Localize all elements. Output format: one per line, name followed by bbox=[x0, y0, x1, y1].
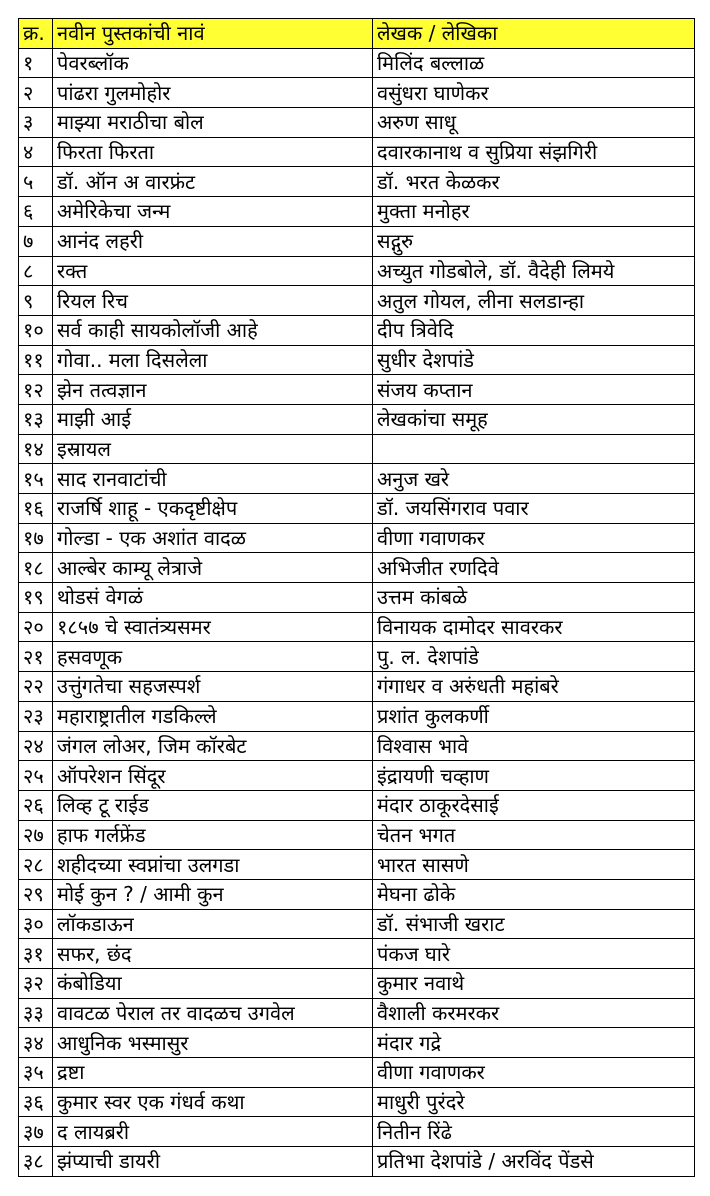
header-author: लेखक / लेखिका bbox=[373, 19, 695, 49]
book-title-cell: कुमार स्वर एक गंधर्व कथा bbox=[53, 1087, 373, 1117]
author-cell: वैशाली करमरकर bbox=[373, 998, 695, 1028]
serial-number-cell: ८ bbox=[19, 256, 53, 286]
book-title-cell: जंगल लोअर, जिम कॉरबेट bbox=[53, 731, 373, 761]
book-title-cell: झेन तत्वज्ञान bbox=[53, 375, 373, 405]
book-title-cell: महाराष्ट्रातील गडकिल्ले bbox=[53, 701, 373, 731]
serial-number-cell: ३७ bbox=[19, 1117, 53, 1147]
table-body bbox=[19, 48, 695, 1176]
table-row bbox=[19, 850, 695, 880]
table-row bbox=[19, 731, 695, 761]
table-row bbox=[19, 523, 695, 553]
author-cell: अभिजीत रणदिवे bbox=[373, 553, 695, 583]
author-cell: विनायक दामोदर सावरकर bbox=[373, 612, 695, 642]
book-title-cell: मोई कुन ? / आमी कुन bbox=[53, 879, 373, 909]
table-row bbox=[19, 583, 695, 613]
serial-number-cell: २६ bbox=[19, 790, 53, 820]
author-cell: डॉ. जयसिंगराव पवार bbox=[373, 494, 695, 524]
table-row bbox=[19, 78, 695, 108]
author-cell: डॉ. भरत केळकर bbox=[373, 167, 695, 197]
serial-number-cell: २ bbox=[19, 78, 53, 108]
table-row bbox=[19, 969, 695, 999]
author-cell: अतुल गोयल, लीना सलडान्हा bbox=[373, 286, 695, 316]
serial-number-cell: २१ bbox=[19, 642, 53, 672]
serial-number-cell: २० bbox=[19, 612, 53, 642]
book-title-cell: गोवा.. मला दिसलेला bbox=[53, 345, 373, 375]
author-cell: सद्गुरु bbox=[373, 226, 695, 256]
serial-number-cell: २५ bbox=[19, 761, 53, 791]
book-title-cell: सर्व काही सायकोलॉजी आहे bbox=[53, 315, 373, 345]
serial-number-cell: ३६ bbox=[19, 1087, 53, 1117]
book-title-cell: पेवरब्लॉक bbox=[53, 48, 373, 78]
serial-number-cell: १२ bbox=[19, 375, 53, 405]
author-cell: अरुण साधू bbox=[373, 108, 695, 138]
author-cell: मंदार गद्रे bbox=[373, 1028, 695, 1058]
header-row bbox=[19, 19, 695, 49]
serial-number-cell: १८ bbox=[19, 553, 53, 583]
author-cell: वसुंधरा घाणेकर bbox=[373, 78, 695, 108]
book-title-cell: गोल्डा - एक अशांत वादळ bbox=[53, 523, 373, 553]
book-title-cell: लॉकडाऊन bbox=[53, 909, 373, 939]
book-title-cell: १८५७ चे स्वातंत्र्यसमर bbox=[53, 612, 373, 642]
table-row bbox=[19, 553, 695, 583]
table-row bbox=[19, 1028, 695, 1058]
author-cell: पु. ल. देशपांडे bbox=[373, 642, 695, 672]
serial-number-cell: २४ bbox=[19, 731, 53, 761]
table-row bbox=[19, 226, 695, 256]
book-list-table bbox=[18, 18, 695, 1177]
table-row bbox=[19, 1058, 695, 1088]
book-title-cell: कंबोडिया bbox=[53, 969, 373, 999]
author-cell: अनुज खरे bbox=[373, 464, 695, 494]
serial-number-cell: ५ bbox=[19, 167, 53, 197]
table-row bbox=[19, 1117, 695, 1147]
book-title-cell: रियल रिच bbox=[53, 286, 373, 316]
book-title-cell: माझ्या मराठीचा बोल bbox=[53, 108, 373, 138]
author-cell: लेखकांचा समूह bbox=[373, 404, 695, 434]
serial-number-cell: १६ bbox=[19, 494, 53, 524]
table-header bbox=[19, 19, 695, 49]
author-cell: दीप त्रिवेदि bbox=[373, 315, 695, 345]
book-title-cell: पांढरा गुलमोहोर bbox=[53, 78, 373, 108]
book-title-cell: हाफ गर्लफ्रेंड bbox=[53, 820, 373, 850]
author-cell: दवारकानाथ व सुप्रिया संझगिरी bbox=[373, 137, 695, 167]
serial-number-cell: २९ bbox=[19, 879, 53, 909]
serial-number-cell: १३ bbox=[19, 404, 53, 434]
book-title-cell: इस्रायल bbox=[53, 434, 373, 464]
author-cell: भारत सासणे bbox=[373, 850, 695, 880]
author-cell: मिलिंद बल्लाळ bbox=[373, 48, 695, 78]
table-row bbox=[19, 464, 695, 494]
table-row bbox=[19, 256, 695, 286]
serial-number-cell: ३२ bbox=[19, 969, 53, 999]
book-title-cell: उत्तुंगतेचा सहजस्पर्श bbox=[53, 672, 373, 702]
table-row bbox=[19, 939, 695, 969]
table-row bbox=[19, 108, 695, 138]
book-title-cell: राजर्षि शाहू - एकदृष्टीक्षेप bbox=[53, 494, 373, 524]
author-cell: वीणा गवाणकर bbox=[373, 1058, 695, 1088]
serial-number-cell: ३८ bbox=[19, 1147, 53, 1177]
book-title-cell: फिरता फिरता bbox=[53, 137, 373, 167]
table-row bbox=[19, 672, 695, 702]
author-cell: पंकज घारे bbox=[373, 939, 695, 969]
author-cell: अच्युत गोडबोले, डॉ. वैदेही लिमये bbox=[373, 256, 695, 286]
book-title-cell: डॉ. ऑन अ वारफ्रंट bbox=[53, 167, 373, 197]
author-cell: उत्तम कांबळे bbox=[373, 583, 695, 613]
serial-number-cell: ३१ bbox=[19, 939, 53, 969]
table-row bbox=[19, 879, 695, 909]
book-title-cell: आनंद लहरी bbox=[53, 226, 373, 256]
header-book-title: नवीन पुस्तकांची नावं bbox=[53, 19, 373, 49]
book-title-cell: आल्बेर काम्यू लेत्राजे bbox=[53, 553, 373, 583]
table-row bbox=[19, 197, 695, 227]
serial-number-cell: २३ bbox=[19, 701, 53, 731]
author-cell: नितीन रिंढे bbox=[373, 1117, 695, 1147]
serial-number-cell: ९ bbox=[19, 286, 53, 316]
book-title-cell: आधुनिक भस्मासुर bbox=[53, 1028, 373, 1058]
serial-number-cell: ४ bbox=[19, 137, 53, 167]
table-row bbox=[19, 48, 695, 78]
book-title-cell: झंप्याची डायरी bbox=[53, 1147, 373, 1177]
serial-number-cell: २७ bbox=[19, 820, 53, 850]
table-row bbox=[19, 1147, 695, 1177]
book-title-cell: द लायब्ररी bbox=[53, 1117, 373, 1147]
book-title-cell: अमेरिकेचा जन्म bbox=[53, 197, 373, 227]
author-cell bbox=[373, 434, 695, 464]
serial-number-cell: १४ bbox=[19, 434, 53, 464]
serial-number-cell: ३३ bbox=[19, 998, 53, 1028]
table-row bbox=[19, 494, 695, 524]
author-cell: इंद्रायणी चव्हाण bbox=[373, 761, 695, 791]
author-cell: डॉ. संभाजी खराट bbox=[373, 909, 695, 939]
table-row bbox=[19, 612, 695, 642]
book-title-cell: सफर, छंद bbox=[53, 939, 373, 969]
author-cell: संजय कप्तान bbox=[373, 375, 695, 405]
table-row bbox=[19, 761, 695, 791]
serial-number-cell: १० bbox=[19, 315, 53, 345]
table-row bbox=[19, 375, 695, 405]
serial-number-cell: २२ bbox=[19, 672, 53, 702]
serial-number-cell: ७ bbox=[19, 226, 53, 256]
author-cell: मेघना ढोके bbox=[373, 879, 695, 909]
table-row bbox=[19, 137, 695, 167]
author-cell: प्रतिभा देशपांडे / अरविंद पेंडसे bbox=[373, 1147, 695, 1177]
serial-number-cell: ३४ bbox=[19, 1028, 53, 1058]
serial-number-cell: ११ bbox=[19, 345, 53, 375]
table-row bbox=[19, 1087, 695, 1117]
author-cell: गंगाधर व अरुंधती महांबरे bbox=[373, 672, 695, 702]
book-title-cell: द्रष्टा bbox=[53, 1058, 373, 1088]
book-title-cell: लिव्ह टू राईड bbox=[53, 790, 373, 820]
serial-number-cell: ३५ bbox=[19, 1058, 53, 1088]
serial-number-cell: २८ bbox=[19, 850, 53, 880]
table-row bbox=[19, 315, 695, 345]
table-row bbox=[19, 790, 695, 820]
serial-number-cell: १९ bbox=[19, 583, 53, 613]
book-title-cell: साद रानवाटांची bbox=[53, 464, 373, 494]
book-title-cell: शहीदच्या स्वप्नांचा उलगडा bbox=[53, 850, 373, 880]
table-row bbox=[19, 820, 695, 850]
book-title-cell: माझी आई bbox=[53, 404, 373, 434]
author-cell: प्रशांत कुलकर्णी bbox=[373, 701, 695, 731]
serial-number-cell: १५ bbox=[19, 464, 53, 494]
table-row bbox=[19, 909, 695, 939]
table-row bbox=[19, 286, 695, 316]
book-list-sheet bbox=[18, 18, 694, 1177]
author-cell: मुक्ता मनोहर bbox=[373, 197, 695, 227]
book-title-cell: वावटळ पेराल तर वादळच उगवेल bbox=[53, 998, 373, 1028]
serial-number-cell: ३ bbox=[19, 108, 53, 138]
author-cell: विश्वास भावे bbox=[373, 731, 695, 761]
table-row bbox=[19, 998, 695, 1028]
header-serial-number: क्र. bbox=[19, 19, 53, 49]
author-cell: कुमार नवाथे bbox=[373, 969, 695, 999]
table-row bbox=[19, 404, 695, 434]
serial-number-cell: ३० bbox=[19, 909, 53, 939]
author-cell: चेतन भगत bbox=[373, 820, 695, 850]
table-row bbox=[19, 642, 695, 672]
table-row bbox=[19, 701, 695, 731]
author-cell: सुधीर देशपांडे bbox=[373, 345, 695, 375]
book-title-cell: ऑपरेशन सिंदूर bbox=[53, 761, 373, 791]
table-row bbox=[19, 167, 695, 197]
table-row bbox=[19, 345, 695, 375]
book-title-cell: रक्त bbox=[53, 256, 373, 286]
book-title-cell: हसवणूक bbox=[53, 642, 373, 672]
author-cell: वीणा गवाणकर bbox=[373, 523, 695, 553]
table-row bbox=[19, 434, 695, 464]
author-cell: माधुरी पुरंदरे bbox=[373, 1087, 695, 1117]
serial-number-cell: ६ bbox=[19, 197, 53, 227]
serial-number-cell: १७ bbox=[19, 523, 53, 553]
serial-number-cell: १ bbox=[19, 48, 53, 78]
author-cell: मंदार ठाकूरदेसाई bbox=[373, 790, 695, 820]
book-title-cell: थोडसं वेगळं bbox=[53, 583, 373, 613]
